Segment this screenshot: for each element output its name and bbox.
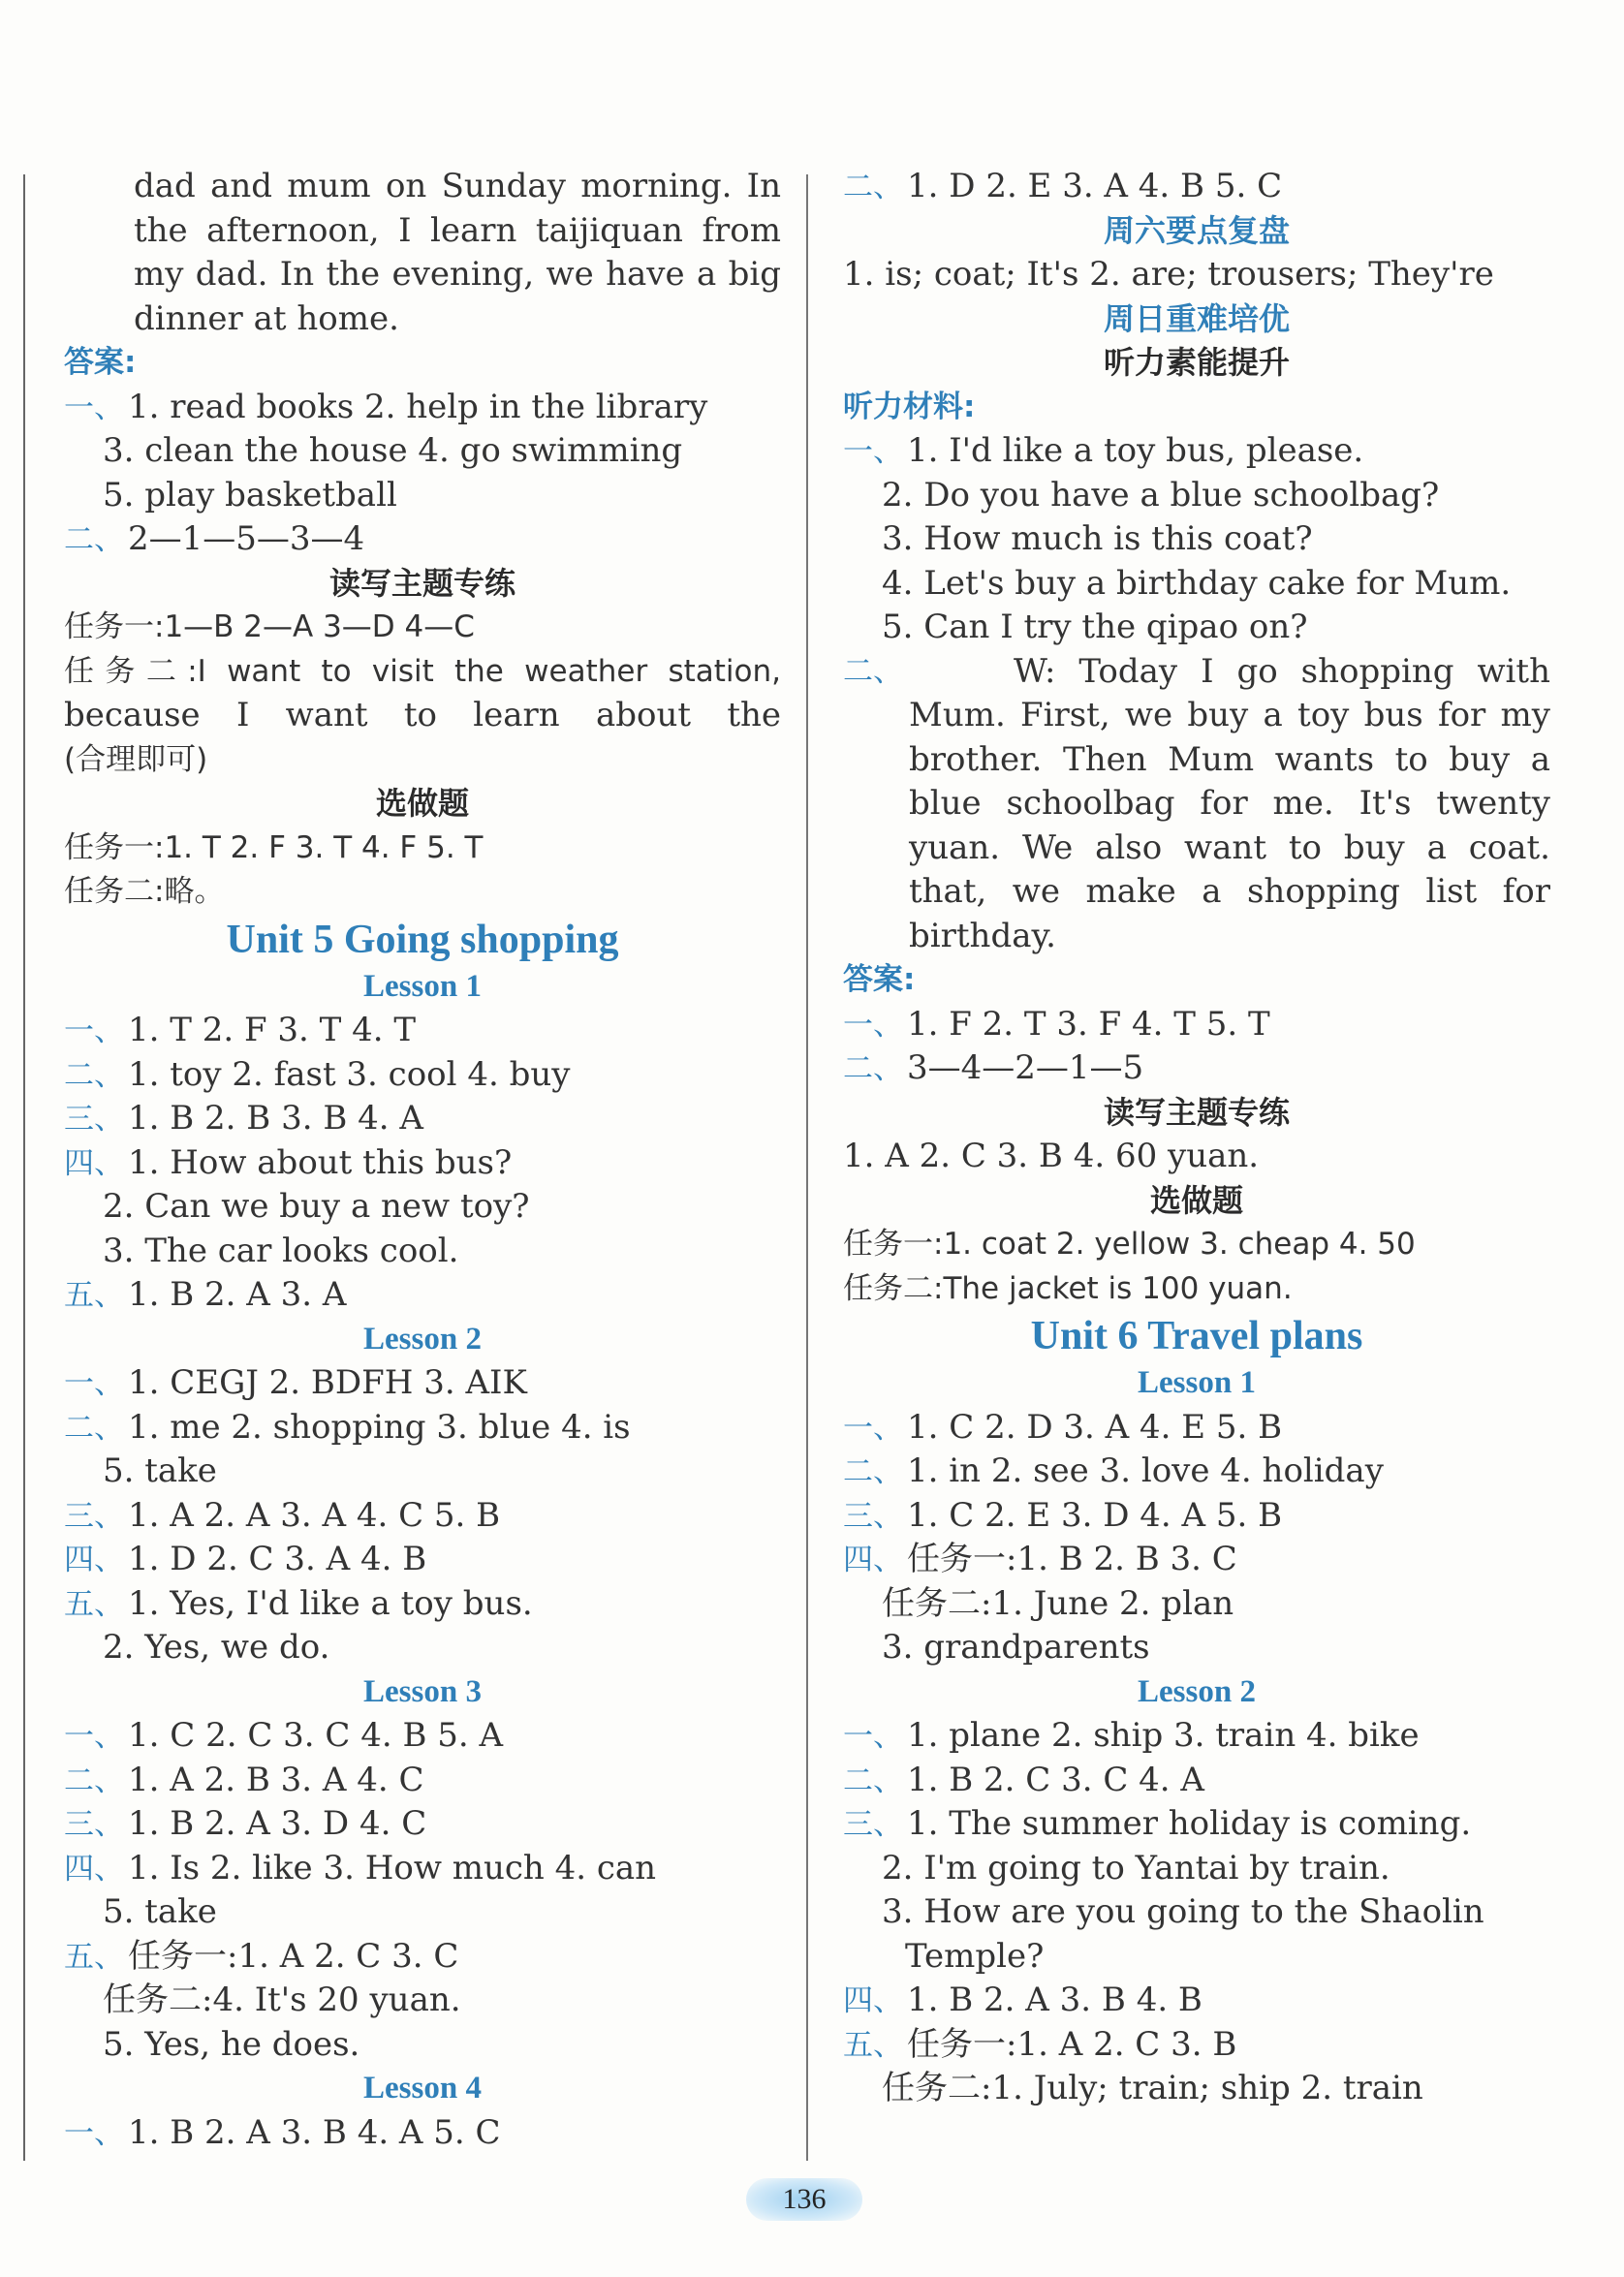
section-marker: 五、 xyxy=(64,1939,124,1975)
answer-text: 5. Can I try the qipao on? xyxy=(882,608,1308,646)
section-marker: 五、 xyxy=(64,1278,124,1313)
section-marker: 二、 xyxy=(843,170,903,204)
unit-title: Unit 6 Travel plans xyxy=(1030,1314,1363,1358)
section-marker: 一、 xyxy=(64,390,124,425)
answer-line xyxy=(64,2111,781,2156)
answer-text: 3. clean the house 4. go swimming xyxy=(103,431,683,470)
saturday-review-title: 周六要点复盘 xyxy=(1103,211,1290,249)
answer-text: 1. D 2. C 3. A 4. B xyxy=(128,1540,427,1578)
reading-line: 1. A 2. C 3. B 4. 60 yuan. xyxy=(843,1137,1260,1175)
section-marker: 二、 xyxy=(843,1051,903,1086)
answer-line xyxy=(843,1406,1550,1450)
answer-line xyxy=(64,1273,781,1318)
passage-continuation xyxy=(64,165,781,341)
answer-text: 5. Yes, he does. xyxy=(103,2024,360,2064)
answers-block xyxy=(843,165,1550,209)
answer-text: 5. take xyxy=(103,1451,217,1490)
answer-line xyxy=(64,1582,781,1627)
column-divider xyxy=(806,174,808,2161)
optional-title: 选做题 xyxy=(1149,1181,1243,1219)
answer-text: 1. me 2. shopping 3. blue 4. is xyxy=(128,1407,631,1447)
answer-text: 5. take xyxy=(103,1892,217,1931)
lesson-title: Lesson 2 xyxy=(1138,1673,1256,1709)
answer-line xyxy=(843,1802,1550,1847)
answer-text: 任务二:1. June 2. plan xyxy=(882,1583,1234,1623)
passage-line: my dad. In the evening, we have a big xyxy=(134,255,781,294)
answer-text: 1. CEGJ 2. BDFH 3. AIK xyxy=(128,1363,527,1402)
passage-line: the afternoon, I learn taijiquan from xyxy=(134,210,781,250)
answer-text: 1. A 2. A 3. A 4. C 5. B xyxy=(128,1495,501,1535)
answer-text: 1. B 2. A 3. D 4. C xyxy=(128,1804,427,1843)
lesson-title: Lesson 1 xyxy=(363,968,482,1004)
answer-line xyxy=(843,1450,1550,1494)
reading-writing-title: 读写主题专练 xyxy=(1103,1093,1290,1131)
section-marker: 二、 xyxy=(64,1410,124,1446)
answer-text: 2. Can we buy a new toy? xyxy=(103,1187,530,1226)
lesson-answers xyxy=(64,1009,781,1318)
task-line: because I want to learn about the xyxy=(64,696,781,734)
answer-text: 1. The summer holiday is coming. xyxy=(907,1804,1472,1843)
section-marker: 三、 xyxy=(64,1807,124,1842)
section-marker: 三、 xyxy=(843,1498,903,1534)
section-marker: 三、 xyxy=(843,1807,903,1842)
answer-text: 3. The car looks cool. xyxy=(103,1231,459,1270)
left-column xyxy=(64,165,781,2155)
answer-text: 任务二:4. It's 20 yuan. xyxy=(103,1981,461,2019)
answer-line xyxy=(843,1626,1550,1670)
page-edge-line xyxy=(23,174,25,2161)
answer-line xyxy=(843,1003,1550,1047)
section-marker: 一、 xyxy=(64,1366,124,1401)
section-marker: 四、 xyxy=(843,1983,903,2018)
passage-line: dad and mum on Sunday morning. In xyxy=(134,167,781,205)
task-line: 任务一:1—B 2—A 3—D 4—C xyxy=(64,609,475,644)
answer-line xyxy=(64,1759,781,1803)
answer-text: 2. Yes, we do. xyxy=(103,1628,330,1667)
passage-line: blue schoolbag for me. It's twenty xyxy=(909,784,1550,823)
answer-line xyxy=(64,1097,781,1141)
section-marker: 一、 xyxy=(843,434,903,469)
answer-line xyxy=(843,474,1550,518)
passage-text: W: Today I go shopping with xyxy=(1014,651,1550,691)
section-marker: 二、 xyxy=(843,1762,903,1798)
section-marker: 三、 xyxy=(64,1102,124,1137)
listening-block xyxy=(843,429,1550,650)
section-marker: 二、 xyxy=(64,1762,124,1798)
answer-text: 任务一:1. A 2. C 3. C xyxy=(128,1936,459,1976)
answer-text: 3. How much is this coat? xyxy=(882,519,1313,558)
listening-label: 听力材料: xyxy=(843,389,976,424)
section-marker: 二、 xyxy=(64,1057,124,1093)
passage-line: dinner at home. xyxy=(134,298,399,338)
answer-text: 1. C 2. D 3. A 4. E 5. B xyxy=(907,1407,1283,1447)
answer-line xyxy=(64,1626,781,1670)
review-line: 1. is; coat; It's 2. are; trousers; They're xyxy=(843,255,1494,294)
answer-line xyxy=(64,2023,781,2068)
lesson-answers xyxy=(64,1714,781,2067)
answer-line xyxy=(64,1979,781,2023)
answer-text: 1. C 2. C 3. C 4. B 5. A xyxy=(128,1716,504,1755)
answer-line xyxy=(64,429,781,474)
answer-text: 3—4—2—1—5 xyxy=(907,1048,1144,1087)
answer-line xyxy=(843,1494,1550,1539)
answer-text: 1. Yes, I'd like a toy bus. xyxy=(128,1583,533,1623)
task-line: 任务一:1. T 2. F 3. T 4. F 5. T xyxy=(64,829,484,865)
section-marker: 一、 xyxy=(64,1014,124,1048)
section-marker: 二、 xyxy=(843,1454,903,1489)
answer-line xyxy=(64,1714,781,1759)
answer-text: 1. How about this bus? xyxy=(128,1142,513,1182)
lesson-answers xyxy=(843,1406,1550,1670)
answer-line xyxy=(64,1361,781,1406)
answer-text: 2. Do you have a blue schoolbag? xyxy=(882,475,1440,515)
passage-line: yuan. We also want to buy a coat. xyxy=(909,827,1550,867)
answer-line xyxy=(64,517,781,562)
section-marker: 四、 xyxy=(64,1145,124,1181)
answer-text: 1. read books 2. help in the library xyxy=(128,387,708,426)
answer-text: 任务一:1. A 2. C 3. B xyxy=(907,2024,1237,2064)
answer-line xyxy=(64,1450,781,1494)
answer-line xyxy=(64,1538,781,1582)
listening-title: 听力素能提升 xyxy=(1103,344,1290,381)
section-marker: 一、 xyxy=(64,1719,124,1754)
answer-line xyxy=(843,1582,1550,1627)
answer-line xyxy=(64,474,781,518)
answer-line xyxy=(64,1890,781,1935)
answer-text: 1. plane 2. ship 3. train 4. bike xyxy=(907,1716,1420,1755)
answer-line xyxy=(843,1046,1550,1091)
answer-line xyxy=(64,1935,781,1980)
answer-line xyxy=(64,1053,781,1098)
answer-line xyxy=(64,1009,781,1053)
answer-text: 1. B 2. A 3. A xyxy=(128,1275,347,1314)
passage-line: birthday. xyxy=(909,916,1056,955)
answer-text: 1. C 2. E 3. D 4. A 5. B xyxy=(907,1495,1283,1535)
section-marker: 二、 xyxy=(843,653,903,689)
answer-text: 2—1—5—3—4 xyxy=(128,519,365,558)
answer-line xyxy=(843,1935,1550,1980)
answer-line xyxy=(64,1802,781,1847)
section-marker: 四、 xyxy=(64,1851,124,1887)
section-marker: 五、 xyxy=(64,1586,124,1622)
answer-text: 1. B 2. A 3. B 4. B xyxy=(907,1981,1202,2019)
right-column xyxy=(843,165,1550,2111)
answer-line xyxy=(843,1714,1550,1759)
answer-text: 4. Let's buy a birthday cake for Mum. xyxy=(882,563,1512,603)
task-line: 任务二:The jacket is 100 yuan. xyxy=(843,1270,1293,1306)
answer-line xyxy=(843,2023,1550,2068)
answer-text: 1. B 2. A 3. B 4. A 5. C xyxy=(128,2112,501,2152)
answers-label: 答案: xyxy=(64,345,137,380)
answer-text: 1. F 2. T 3. F 4. T 5. T xyxy=(907,1004,1270,1044)
lesson-title: Lesson 3 xyxy=(363,1673,482,1709)
optional-title: 选做题 xyxy=(375,785,469,822)
answer-line xyxy=(843,1890,1550,1935)
answers-block xyxy=(843,1003,1550,1091)
lesson-answers xyxy=(64,1361,781,1670)
answers-block xyxy=(64,386,781,562)
answer-text: 2. I'm going to Yantai by train. xyxy=(882,1848,1390,1887)
answer-text: 1. A 2. B 3. A 4. C xyxy=(128,1760,424,1799)
answer-line xyxy=(843,1538,1550,1582)
sunday-title: 周日重难培优 xyxy=(1103,299,1290,337)
lesson-title: Lesson 4 xyxy=(363,2071,482,2105)
section-marker: 四、 xyxy=(64,1543,124,1577)
answer-line xyxy=(64,1230,781,1274)
lesson-answers xyxy=(843,1714,1550,2111)
passage-line: that, we make a shopping list for xyxy=(909,872,1550,911)
section-marker: 一、 xyxy=(843,1007,903,1043)
answer-line xyxy=(64,386,781,430)
reading-writing-title: 读写主题专练 xyxy=(328,564,515,602)
answer-text: 3. How are you going to the Shaolin xyxy=(882,1892,1484,1931)
lesson-answers xyxy=(64,2111,781,2156)
task-line: 任务二:I want to visit the weather station, xyxy=(64,653,781,689)
answer-line xyxy=(64,1141,781,1186)
answer-line xyxy=(843,1759,1550,1803)
passage-line: Mum. First, we buy a toy bus for my xyxy=(909,696,1550,734)
section-marker: 二、 xyxy=(64,522,124,557)
answer-line xyxy=(843,1979,1550,2023)
task-line: 任务二:略。 xyxy=(64,874,225,909)
answer-text: 3. grandparents xyxy=(882,1628,1150,1667)
section-marker: 一、 xyxy=(843,1719,903,1754)
task-line: 任务一:1. coat 2. yellow 3. cheap 4. 50 xyxy=(843,1227,1416,1262)
unit-title: Unit 5 Going shopping xyxy=(226,917,619,962)
answer-text: 1. B 2. C 3. C 4. A xyxy=(907,1760,1204,1799)
answer-text: 1. toy 2. fast 3. cool 4. buy xyxy=(128,1054,571,1094)
answer-text: 1. I'd like a toy bus, please. xyxy=(907,431,1364,470)
answer-line xyxy=(843,165,1550,209)
answer-line xyxy=(843,2067,1550,2111)
answer-line xyxy=(843,1847,1550,1891)
answer-text: Temple? xyxy=(905,1936,1045,1976)
answer-text: 任务二:1. July; train; ship 2. train xyxy=(882,2069,1423,2107)
answer-text: 1. Is 2. like 3. How much 4. can xyxy=(128,1848,657,1887)
lesson-title: Lesson 1 xyxy=(1138,1365,1256,1400)
answer-line xyxy=(843,562,1550,607)
answer-text: 1. T 2. F 3. T 4. T xyxy=(128,1011,417,1049)
answer-text: 5. play basketball xyxy=(103,475,397,515)
section-marker: 三、 xyxy=(64,1498,124,1534)
section-marker: 一、 xyxy=(843,1410,903,1446)
section-marker: 五、 xyxy=(843,2027,903,2063)
answer-line xyxy=(843,517,1550,562)
answer-text: 1. in 2. see 3. love 4. holiday xyxy=(907,1451,1384,1490)
answers-label: 答案: xyxy=(843,962,916,997)
task-line: (合理即可) xyxy=(64,741,208,777)
answer-text: 1. B 2. B 3. B 4. A xyxy=(128,1099,423,1138)
passage-line xyxy=(843,650,1550,695)
page-number: 136 xyxy=(746,2178,862,2221)
passage-line: brother. Then Mum wants to buy a xyxy=(909,739,1550,779)
section-marker: 四、 xyxy=(843,1543,903,1577)
answer-line xyxy=(843,429,1550,474)
listening-passage xyxy=(843,650,1550,959)
answer-text: 1. D 2. E 3. A 4. B 5. C xyxy=(907,167,1283,205)
answer-line xyxy=(64,1494,781,1539)
answer-line xyxy=(64,1406,781,1450)
section-marker: 一、 xyxy=(64,2115,124,2151)
answer-text: 任务一:1. B 2. B 3. C xyxy=(907,1540,1237,1578)
answer-line xyxy=(64,1847,781,1891)
answer-line xyxy=(843,606,1550,650)
lesson-title: Lesson 2 xyxy=(363,1321,482,1357)
answer-line xyxy=(64,1185,781,1230)
